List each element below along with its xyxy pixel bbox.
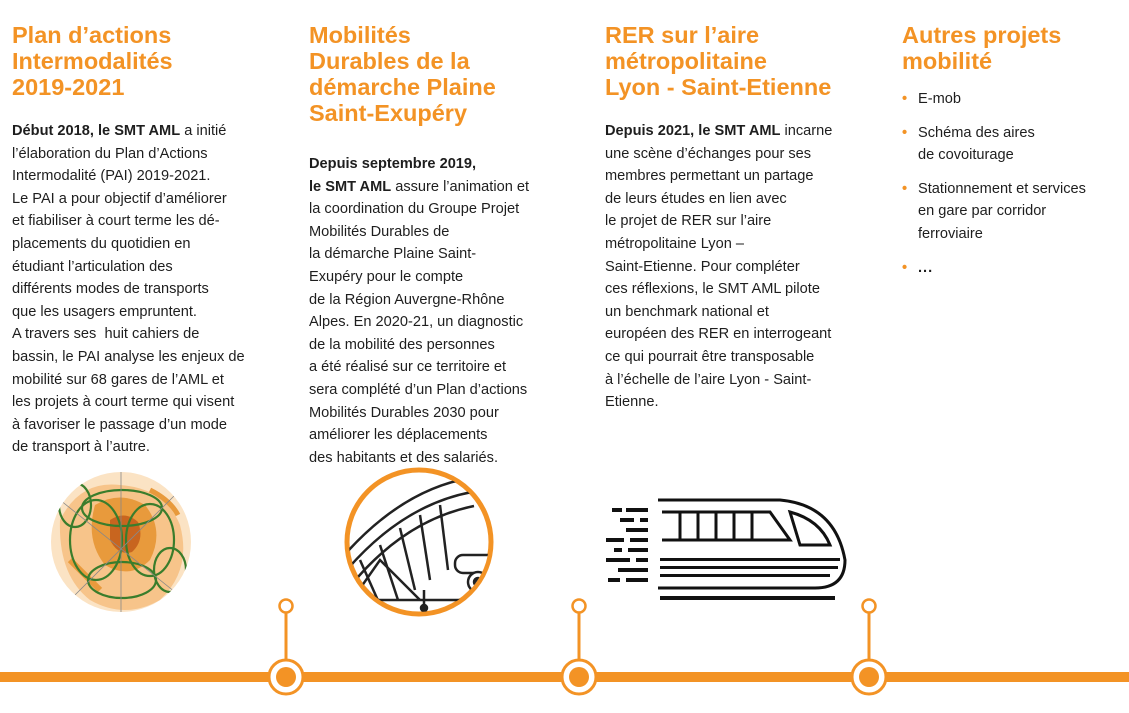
body-line — [12, 346, 297, 369]
body-line-text: bassin, le PAI analyse les enjeux de — [12, 348, 245, 365]
body-line-text: assure l’animation et — [391, 178, 530, 195]
timeline-milestone-3 — [852, 600, 886, 695]
column-autres-projets — [902, 22, 1129, 290]
body-line-text: à favoriser le passage d’un mode — [12, 416, 227, 433]
bullet-list — [902, 88, 1129, 279]
timeline-milestone-1 — [269, 600, 303, 695]
bullet-item — [902, 178, 1129, 246]
body-line-text: Exupéry pour le compte — [309, 268, 464, 285]
body-line — [12, 301, 297, 324]
title-line: Plan d’actions — [12, 22, 172, 48]
body-line-text: Etienne. — [605, 394, 659, 411]
body-line-text: mobilité sur 68 gares de l’AML et — [12, 371, 224, 388]
body-line-text: placements du quotidien en — [12, 235, 191, 252]
body-line-text: Alpes. En 2020-21, un diagnostic — [309, 314, 524, 331]
body-line-bold: Depuis 2021, le SMT AML — [605, 123, 781, 139]
body-line — [309, 402, 574, 425]
train-icon — [606, 500, 845, 600]
title-line: démarche Plaine — [309, 74, 496, 100]
body-line-text: des habitants et des salariés. — [309, 449, 499, 466]
body-line-text: de transport à l’autre. — [12, 439, 150, 456]
body-line — [12, 120, 297, 143]
bullet-text: ... — [918, 259, 934, 276]
body-line-text: étudiant l’articulation des — [12, 258, 173, 275]
body-line-text: à l’échelle de l’aire Lyon - Saint- — [605, 371, 812, 388]
body-line-text: a été réalisé sur ce territoire et — [309, 359, 507, 376]
body-line-text: A travers ses huit cahiers de — [12, 326, 200, 343]
body-line — [605, 143, 875, 166]
body-line-text: différents modes de transports — [12, 281, 209, 298]
body-line — [605, 233, 875, 256]
body-line-text: une scène d’échanges pour ses — [605, 145, 812, 162]
bullet-text: en gare par corridor — [918, 203, 1047, 220]
bullet-dot-icon: • — [902, 180, 908, 197]
body-line-text: un benchmark national et — [605, 303, 769, 320]
body-line — [12, 256, 297, 279]
body-line-text: Mobilités Durables de — [309, 223, 450, 240]
column-title — [605, 22, 875, 100]
bullet-text: de covoiturage — [918, 147, 1014, 164]
body-line — [12, 391, 297, 414]
body-line — [309, 176, 574, 199]
title-line: métropolitaine — [605, 48, 767, 74]
title-line: Lyon - Saint-Etienne — [605, 74, 832, 100]
body-line-text: ce qui pourrait être transposable — [605, 348, 815, 365]
airport-terminal-icon — [330, 470, 500, 614]
body-line-text: et fiabiliser à court terme les dé- — [12, 213, 220, 230]
body-line — [12, 278, 297, 301]
body-line-text: de leurs études en lien avec — [605, 190, 787, 207]
body-line-text: membres permettant un partage — [605, 168, 814, 185]
bullet-item — [902, 257, 1129, 280]
column-body — [605, 120, 875, 414]
body-line — [309, 334, 574, 357]
body-line-text: européen des RER en interrogeant — [605, 326, 832, 343]
body-line-text: Le PAI a pour objectif d’améliorer — [12, 190, 227, 207]
body-line-text: les projets à court terme qui visent — [12, 394, 235, 411]
body-line — [309, 311, 574, 334]
bullet-dot-icon: • — [902, 124, 908, 141]
body-line — [309, 221, 574, 244]
body-line — [12, 165, 297, 188]
bullet-dot-icon: • — [902, 91, 908, 107]
bullet-text: E-mob — [918, 91, 961, 107]
title-line: mobilité — [902, 48, 993, 74]
title-line: Durables de la — [309, 48, 470, 74]
column-plan-actions — [12, 22, 297, 459]
body-line — [605, 301, 875, 324]
body-line-text: incarne — [780, 123, 833, 139]
column-rer — [605, 22, 875, 414]
body-line-text: Saint-Etienne. Pour compléter — [605, 258, 800, 275]
body-line — [12, 210, 297, 233]
bullet-dot-icon: • — [902, 259, 908, 276]
title-line: RER sur l’aire — [605, 22, 760, 48]
body-line — [605, 323, 875, 346]
column-title — [12, 22, 297, 100]
body-line — [309, 153, 574, 176]
body-line — [309, 289, 574, 312]
body-line — [12, 143, 297, 166]
column-body — [309, 153, 574, 469]
body-line — [12, 369, 297, 392]
body-line — [605, 165, 875, 188]
body-line-text: Intermodalité (PAI) 2019-2021. — [12, 168, 211, 185]
body-line — [605, 278, 875, 301]
body-line — [12, 233, 297, 256]
body-line-text: de la mobilité des personnes — [309, 336, 495, 353]
title-line: Mobilités — [309, 22, 411, 48]
bullet-text: ferroviaire — [918, 225, 983, 242]
bullet-item — [902, 88, 1129, 111]
body-line-text: la démarche Plaine Saint- — [309, 246, 477, 263]
body-line — [309, 266, 574, 289]
body-line — [12, 414, 297, 437]
body-line-text: améliorer les déplacements — [309, 427, 488, 444]
timeline-illustration — [0, 460, 1129, 713]
body-line-text: le projet de RER sur l’aire — [605, 213, 772, 230]
body-line — [605, 369, 875, 392]
body-line-text: ces réflexions, le SMT AML pilote — [605, 281, 820, 298]
body-line-bold: Depuis septembre 2019, — [309, 156, 477, 172]
title-line: Autres projets — [902, 22, 1062, 48]
body-line-text: a initié — [180, 123, 227, 139]
bullet-text: Schéma des aires — [918, 124, 1035, 141]
body-line — [309, 198, 574, 221]
body-line — [12, 323, 297, 346]
body-line-text: la coordination du Groupe Projet — [309, 201, 520, 218]
title-line: Saint-Exupéry — [309, 100, 468, 126]
body-line-text: de la Région Auvergne-Rhône — [309, 291, 505, 308]
body-line — [605, 210, 875, 233]
body-line-text: que les usagers empruntent. — [12, 303, 197, 320]
body-line-bold: Début 2018, le SMT AML — [12, 123, 181, 139]
body-line — [605, 256, 875, 279]
body-line — [605, 391, 875, 414]
body-line — [309, 379, 574, 402]
column-title — [309, 22, 574, 126]
body-line-text: métropolitaine Lyon – — [605, 235, 744, 252]
column-mobilites-durables — [309, 22, 574, 469]
body-line-text: Mobilités Durables 2030 pour — [309, 404, 499, 421]
map-thumbnail — [51, 470, 191, 612]
column-title — [902, 22, 1129, 74]
body-line-text: l’élaboration du Plan d’Actions — [12, 145, 208, 162]
title-line: 2019-2021 — [12, 74, 125, 100]
body-line — [605, 120, 875, 143]
body-line — [605, 188, 875, 211]
column-body — [12, 120, 297, 459]
body-line — [12, 188, 297, 211]
title-line: Intermodalités — [12, 48, 173, 74]
body-line-text: sera complété d’un Plan d’actions — [309, 381, 528, 398]
body-line — [605, 346, 875, 369]
body-line — [12, 436, 297, 459]
bullet-text: Stationnement et services — [918, 180, 1086, 197]
body-line-bold: le SMT AML — [309, 178, 392, 195]
timeline-milestone-2 — [562, 600, 596, 695]
body-line — [309, 243, 574, 266]
body-line — [309, 424, 574, 447]
body-line — [309, 356, 574, 379]
bullet-item — [902, 122, 1129, 167]
